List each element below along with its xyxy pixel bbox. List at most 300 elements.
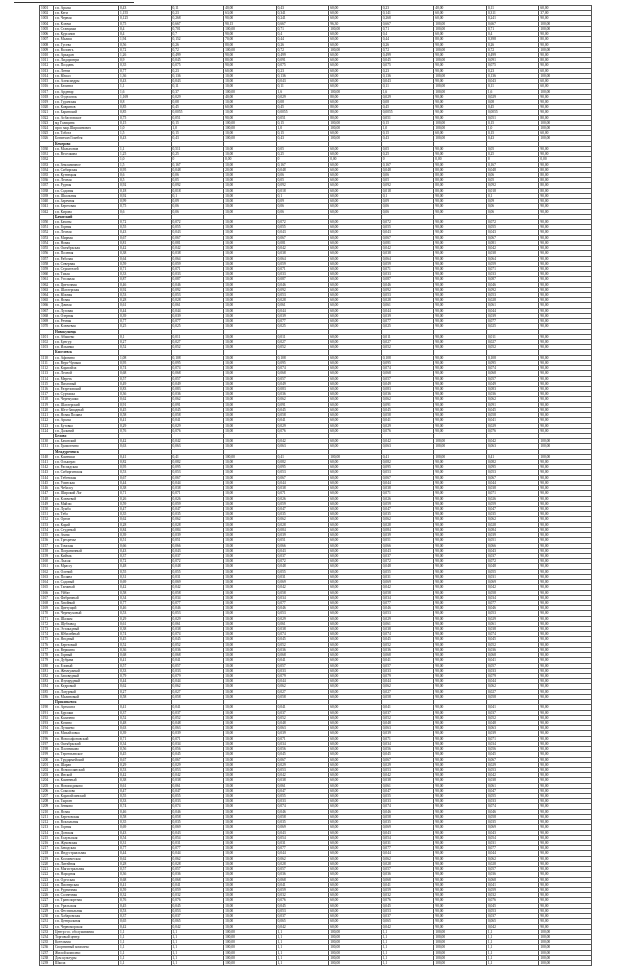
row-value: 0,108: [381, 355, 434, 360]
row-value: 10,00: [224, 564, 277, 569]
row-value: 0,034: [486, 741, 539, 746]
row-value: 90,00: [539, 846, 592, 851]
row-value: 0,038: [381, 627, 434, 632]
row-value: 0,09: [276, 199, 329, 204]
row-value: 90,00: [434, 710, 487, 715]
row-value: 60,00: [329, 376, 382, 381]
row-value: 0,44: [119, 308, 172, 313]
row-value: 0,052: [486, 642, 539, 647]
row-name: г.п. Горная: [54, 825, 119, 830]
row-value: 0,083: [276, 386, 329, 391]
row-value: 0,029: [171, 616, 224, 621]
row-value: 80,00: [539, 173, 592, 178]
row-value: 0,68: [119, 877, 172, 882]
row-value: 60,00: [329, 293, 382, 298]
row-value: 0,027: [171, 340, 224, 345]
row-value: 100,00: [329, 940, 382, 945]
row-value: 90,00: [539, 611, 592, 616]
row-value: 10,00: [224, 627, 277, 632]
row-value: 0,029: [276, 616, 329, 621]
row-value: 0,076: [171, 898, 224, 903]
row-value: 90,00: [539, 741, 592, 746]
row-value: 0,044: [486, 851, 539, 856]
row-value: 0,1: [171, 193, 224, 198]
row-value: 0,57: [119, 663, 172, 668]
row-value: 0,74: [119, 632, 172, 637]
row-value: 90,00: [434, 105, 487, 110]
row-value: 0,055: [276, 225, 329, 230]
row-value: 90,00: [224, 32, 277, 37]
row-value: 0,048: [276, 720, 329, 725]
row-value: 0,15: [486, 131, 539, 136]
row-value: 0,039: [276, 313, 329, 318]
row-name: г.п. Космическая: [54, 856, 119, 861]
row-value: 0,053: [486, 908, 539, 913]
row-value: 0,038: [381, 486, 434, 491]
row-value: 90,00: [539, 710, 592, 715]
row-value: 0,033: [171, 668, 224, 673]
row-name: г.п. Поляна: [54, 574, 119, 579]
row-value: 20,00: [224, 167, 277, 172]
row-value: 90,00: [434, 924, 487, 929]
row-value: 90,00: [434, 386, 487, 391]
row-value: 0,29: [119, 423, 172, 428]
row-value: 90,00: [539, 585, 592, 590]
row-value: 0,043: [276, 830, 329, 835]
row-value: 0,61: [119, 621, 172, 626]
row-value: 0,27: [119, 340, 172, 345]
row-name: г.п. Центральная: [54, 919, 119, 924]
row-value: 0,059: [486, 887, 539, 892]
row-value: 100,00: [329, 961, 382, 966]
row-name: г.п. Чебалсу: [54, 486, 119, 491]
row-value: 90,00: [434, 308, 487, 313]
row-value: 0,074: [276, 804, 329, 809]
row-value: 0,74: [119, 804, 172, 809]
row-value: 0,051: [381, 115, 434, 120]
row-name: г.п. Дачная: [54, 303, 119, 308]
row-value: 100,00: [539, 454, 592, 459]
row-value: 0,058: [171, 814, 224, 819]
row-value: 60,00: [329, 846, 382, 851]
row-code: 1214: [40, 830, 54, 835]
row-value: 0,068: [381, 653, 434, 658]
row-value: 100,00: [539, 929, 592, 934]
row-value: 0,062: [381, 397, 434, 402]
row-name: г.п. Ключевая: [54, 324, 119, 329]
row-value: 60,00: [329, 73, 382, 78]
row-value: 100,00: [434, 120, 487, 125]
row-name: г.п. Черемуховый: [54, 611, 119, 616]
row-value: 0,00: [224, 157, 277, 162]
row-value: 90,00: [434, 715, 487, 720]
row-value: 0,048: [486, 167, 539, 172]
row-value: 0,053: [486, 767, 539, 772]
row-code: 1167: [40, 595, 54, 600]
row-value: 10,00: [224, 131, 277, 136]
row-value: 0,095: [171, 360, 224, 365]
row-code: 1238: [40, 955, 54, 960]
row-value: 60,00: [329, 246, 382, 251]
row-value: 100,00: [224, 136, 277, 141]
row-value: 0,15: [171, 131, 224, 136]
row-value: 0,038: [486, 251, 539, 256]
row-value: 10,00: [224, 480, 277, 485]
row-name: г.п. Александры: [54, 79, 119, 84]
row-value: 0,061: [276, 783, 329, 788]
row-value: 60,00: [329, 642, 382, 647]
row-name: Жилой комплекс: [54, 950, 119, 955]
row-value: 90,00: [539, 209, 592, 214]
row-value: 60,00: [329, 830, 382, 835]
row-value: 0,41: [276, 454, 329, 459]
row-value: 0,053: [486, 611, 539, 616]
row-value: 10,00: [224, 825, 277, 830]
row-value: 0,11: [276, 84, 329, 89]
row-value: 0,052: [171, 715, 224, 720]
row-value: 0,041: [171, 882, 224, 887]
row-value: 100,00: [224, 961, 277, 966]
row-value: 0,041: [276, 705, 329, 710]
row-code: 1221: [40, 867, 54, 872]
row-value: 0,082: [276, 460, 329, 465]
row-value: 0,074: [486, 632, 539, 637]
row-value: 0,28: [119, 298, 172, 303]
row-value: 0,059: [486, 501, 539, 506]
row-value: 100,00: [539, 945, 592, 950]
row-value: 100,00: [329, 934, 382, 939]
row-value: 0,069: [171, 580, 224, 585]
row-value: 100,00: [434, 21, 487, 26]
row-value: 0,063: [276, 726, 329, 731]
row-value: 0,1: [486, 193, 539, 198]
row-code: 1232: [40, 924, 54, 929]
row-value: 0,042: [486, 246, 539, 251]
row-value: 10,00: [224, 553, 277, 558]
row-value: 0,076: [276, 428, 329, 433]
row-value: 0,57: [119, 867, 172, 872]
row-value: 0,025: [381, 324, 434, 329]
row-value: 0,074: [171, 366, 224, 371]
row-value: 90,00: [434, 767, 487, 772]
row-value: 0,053: [381, 611, 434, 616]
row-value: 0,059: [171, 261, 224, 266]
row-value: 10,00: [224, 256, 277, 261]
row-name: г.п. Рабочая: [54, 256, 119, 261]
row-value: 10,00: [224, 230, 277, 235]
row-value: 0,056: [486, 747, 539, 752]
row-value: 0,058: [381, 413, 434, 418]
row-name: г.п. Березовый: [54, 642, 119, 647]
row-code: 1032: [40, 157, 54, 162]
row-value: 0,028: [381, 522, 434, 527]
row-value: 0,068: [486, 371, 539, 376]
row-value: 90,00: [434, 887, 487, 892]
row-value: 90,00: [539, 251, 592, 256]
row-value: 0,28: [119, 861, 172, 866]
row-value: 90,00: [434, 533, 487, 538]
row-code: 1012: [40, 63, 54, 68]
row-value: 90,00: [539, 653, 592, 658]
row-value: 0: [171, 157, 224, 162]
row-value: 90,00: [539, 574, 592, 579]
row-value: 0,046: [276, 809, 329, 814]
row-value: 90,00: [224, 16, 277, 21]
row-value: 0,074: [381, 632, 434, 637]
row-value: 0,43: [381, 136, 434, 141]
row-value: 100,00: [539, 120, 592, 125]
row-value: 60,00: [329, 178, 382, 183]
row-value: 10,00: [224, 653, 277, 658]
row-value: 10,00: [224, 668, 277, 673]
row-value: 10,00: [224, 694, 277, 699]
row-value: 10,00: [224, 757, 277, 762]
row-value: 10,00: [224, 731, 277, 736]
row-value: 1,1: [276, 950, 329, 955]
row-name: Центр гос. обслуживания: [54, 929, 119, 934]
row-value: 0,92: [119, 287, 172, 292]
row-value: 90,00: [434, 423, 487, 428]
row-value: 0,061: [381, 783, 434, 788]
row-value: 0,058: [486, 590, 539, 595]
row-value: 1,0: [276, 126, 329, 131]
row-value: 10,00: [224, 507, 277, 512]
row-value: 60,00: [329, 183, 382, 188]
row-value: 10,00: [224, 79, 277, 84]
row-value: 40,00: [224, 94, 277, 99]
row-value: 0,38: [119, 627, 172, 632]
row-value: 0,067: [171, 475, 224, 480]
row-value: 0,079: [171, 674, 224, 679]
row-value: 0,043: [171, 548, 224, 553]
row-name: г.п. Ортон: [54, 517, 119, 522]
row-name: г.п. Индустриальная: [54, 851, 119, 856]
row-value: 90,00: [539, 272, 592, 277]
row-code: 1130: [40, 439, 54, 444]
row-value: 0,108: [486, 355, 539, 360]
row-value: 0,028: [171, 298, 224, 303]
row-name: г.п. Лучшево: [54, 726, 119, 731]
row-value: 0,033: [381, 272, 434, 277]
row-value: 0,072: [486, 219, 539, 224]
row-value: 60,00: [329, 470, 382, 475]
row-value: 0,067: [276, 757, 329, 762]
row-value: 80,00: [434, 37, 487, 42]
row-value: 0,046: [486, 606, 539, 611]
row-value: 0,37: [171, 89, 224, 94]
row-value: 0,062: [486, 856, 539, 861]
row-name: г.п. Березовская: [54, 814, 119, 819]
row-value: 0,045: [171, 58, 224, 63]
row-value: 60,00: [329, 423, 382, 428]
row-name: г.п. Полдань: [54, 63, 119, 68]
row-value: 0,95: [119, 465, 172, 470]
row-code: 1143: [40, 470, 54, 475]
row-value: 0,038: [171, 627, 224, 632]
row-value: 0,91: [119, 402, 172, 407]
row-value: 0,048: [486, 720, 539, 725]
row-value: 10,00: [224, 898, 277, 903]
row-value: 90,00: [434, 152, 487, 157]
row-value: 90,00: [434, 371, 487, 376]
row-value: 0,032: [276, 893, 329, 898]
row-code: 1013: [40, 68, 54, 73]
row-name: г.п. Хвойный: [54, 600, 119, 605]
row-value: 90,00: [434, 355, 487, 360]
row-value: 60,00: [329, 512, 382, 517]
row-value: 90,00: [434, 225, 487, 230]
row-value: 90,00: [434, 757, 487, 762]
row-value: 90,00: [539, 235, 592, 240]
row-code: 1035: [40, 173, 54, 178]
row-value: 100,00: [224, 929, 277, 934]
row-value: 0,062: [381, 684, 434, 689]
row-value: 0,06: [486, 173, 539, 178]
row-value: 90,00: [434, 324, 487, 329]
row-value: 90,00: [539, 814, 592, 819]
row-value: 100,00: [434, 955, 487, 960]
row-value: 90,00: [434, 480, 487, 485]
row-value: 90,00: [539, 788, 592, 793]
row-value: 90,00: [434, 726, 487, 731]
row-value: 90,00: [539, 392, 592, 397]
row-value: 60,00: [329, 282, 382, 287]
row-value: 1,1: [119, 929, 172, 934]
row-value: 0,031: [381, 574, 434, 579]
row-value: 60,00: [329, 533, 382, 538]
row-value: 90,00: [224, 52, 277, 57]
row-value: 100,00: [539, 950, 592, 955]
row-value: 1,1: [171, 950, 224, 955]
row-value: 0,52: [119, 642, 172, 647]
row-value: 0,068: [276, 653, 329, 658]
row-value: 10,00: [224, 193, 277, 198]
row-value: 90,00: [539, 266, 592, 271]
row-value: 0,025: [276, 324, 329, 329]
row-code: 1103: [40, 345, 54, 350]
row-value: 90,00: [434, 914, 487, 919]
row-value: 0,23: [171, 11, 224, 16]
row-value: 90,00: [434, 319, 487, 324]
row-value: 0,45: [381, 105, 434, 110]
row-value: 60,00: [329, 84, 382, 89]
row-value: 0,00: [434, 157, 487, 162]
row-value: 0,076: [381, 898, 434, 903]
row-value: 0,036: [276, 392, 329, 397]
row-value: 0,499: [276, 52, 329, 57]
row-value: 90,00: [434, 94, 487, 99]
row-code: 1209: [40, 804, 54, 809]
row-value: 90,00: [434, 486, 487, 491]
row-code: 1184: [40, 684, 54, 689]
row-value: 0,067: [486, 475, 539, 480]
row-name: г.п. Пионерская: [54, 882, 119, 887]
row-value: 0,00: [539, 157, 592, 162]
row-value: 0,15: [381, 131, 434, 136]
row-value: 90,00: [434, 199, 487, 204]
row-value: 0,72: [119, 559, 172, 564]
row-value: 90,00: [539, 908, 592, 913]
row-value: 90,00: [539, 595, 592, 600]
row-value: 100,00: [539, 136, 592, 141]
row-value: 0,77: [119, 846, 172, 851]
row-value: 60,00: [329, 684, 382, 689]
row-value: 0,08: [486, 99, 539, 104]
row-value: 1,1: [119, 934, 172, 939]
row-value: 100,00: [329, 26, 382, 31]
row-value: 0,066: [381, 543, 434, 548]
row-name: г.п. Разрезовский: [54, 386, 119, 391]
row-value: 0,047: [381, 507, 434, 512]
row-value: 100,00: [434, 58, 487, 63]
row-value: 0,055: [171, 569, 224, 574]
row-value: 1,1: [486, 961, 539, 966]
row-value: 0,042: [276, 585, 329, 590]
row-value: 0,136: [276, 73, 329, 78]
row-value: 0,034: [171, 595, 224, 600]
row-value: 90,00: [434, 851, 487, 856]
row-value: 60,00: [329, 606, 382, 611]
row-value: 90,00: [539, 105, 592, 110]
row-value: 0,061: [171, 783, 224, 788]
row-value: 60,00: [329, 627, 382, 632]
row-value: 0,06: [381, 209, 434, 214]
row-code: 1011: [40, 58, 54, 63]
row-name: Спортивный комплекс: [54, 945, 119, 950]
row-value: 60,00: [329, 277, 382, 282]
row-value: 60,00: [329, 58, 382, 63]
row-name: г.п. Ключевой: [54, 496, 119, 501]
row-value: 90,00: [539, 345, 592, 350]
row-code: 1039: [40, 193, 54, 198]
row-value: 80,00: [329, 105, 382, 110]
row-value: 90,00: [434, 402, 487, 407]
row-value: 0,035: [276, 512, 329, 517]
row-value: 100,00: [434, 940, 487, 945]
row-value: 0,23: [381, 68, 434, 73]
row-value: 60,00: [539, 79, 592, 84]
row-value: 1,1: [119, 945, 172, 950]
row-name: г.п. Усинская: [54, 480, 119, 485]
row-value: 0,027: [276, 689, 329, 694]
row-value: 0,082: [171, 460, 224, 465]
row-value: 0,079: [276, 674, 329, 679]
row-value: 60,00: [329, 219, 382, 224]
row-name: г.п. Лазурный: [54, 689, 119, 694]
row-value: 0,36: [119, 647, 172, 652]
row-value: 90,00: [539, 152, 592, 157]
row-value: 90,00: [434, 825, 487, 830]
row-value: 0,15: [276, 120, 329, 125]
row-value: 90,00: [539, 731, 592, 736]
row-code: 1199: [40, 752, 54, 757]
row-value: 0,048: [276, 564, 329, 569]
row-value: 0,053: [276, 767, 329, 772]
row-value: 0,029: [486, 616, 539, 621]
row-value: 0,079: [486, 674, 539, 679]
row-value: 0,027: [486, 340, 539, 345]
row-value: 0,058: [171, 590, 224, 595]
row-value: 90,00: [434, 694, 487, 699]
row-value: 90,00: [539, 877, 592, 882]
row-value: 10,00: [224, 303, 277, 308]
row-value: 0,046: [381, 282, 434, 287]
row-code: 1168: [40, 600, 54, 605]
row-value: 0,052: [276, 345, 329, 350]
row-value: 0,092: [486, 287, 539, 292]
row-value: 0,45: [119, 752, 172, 757]
row-value: 90,00: [434, 496, 487, 501]
